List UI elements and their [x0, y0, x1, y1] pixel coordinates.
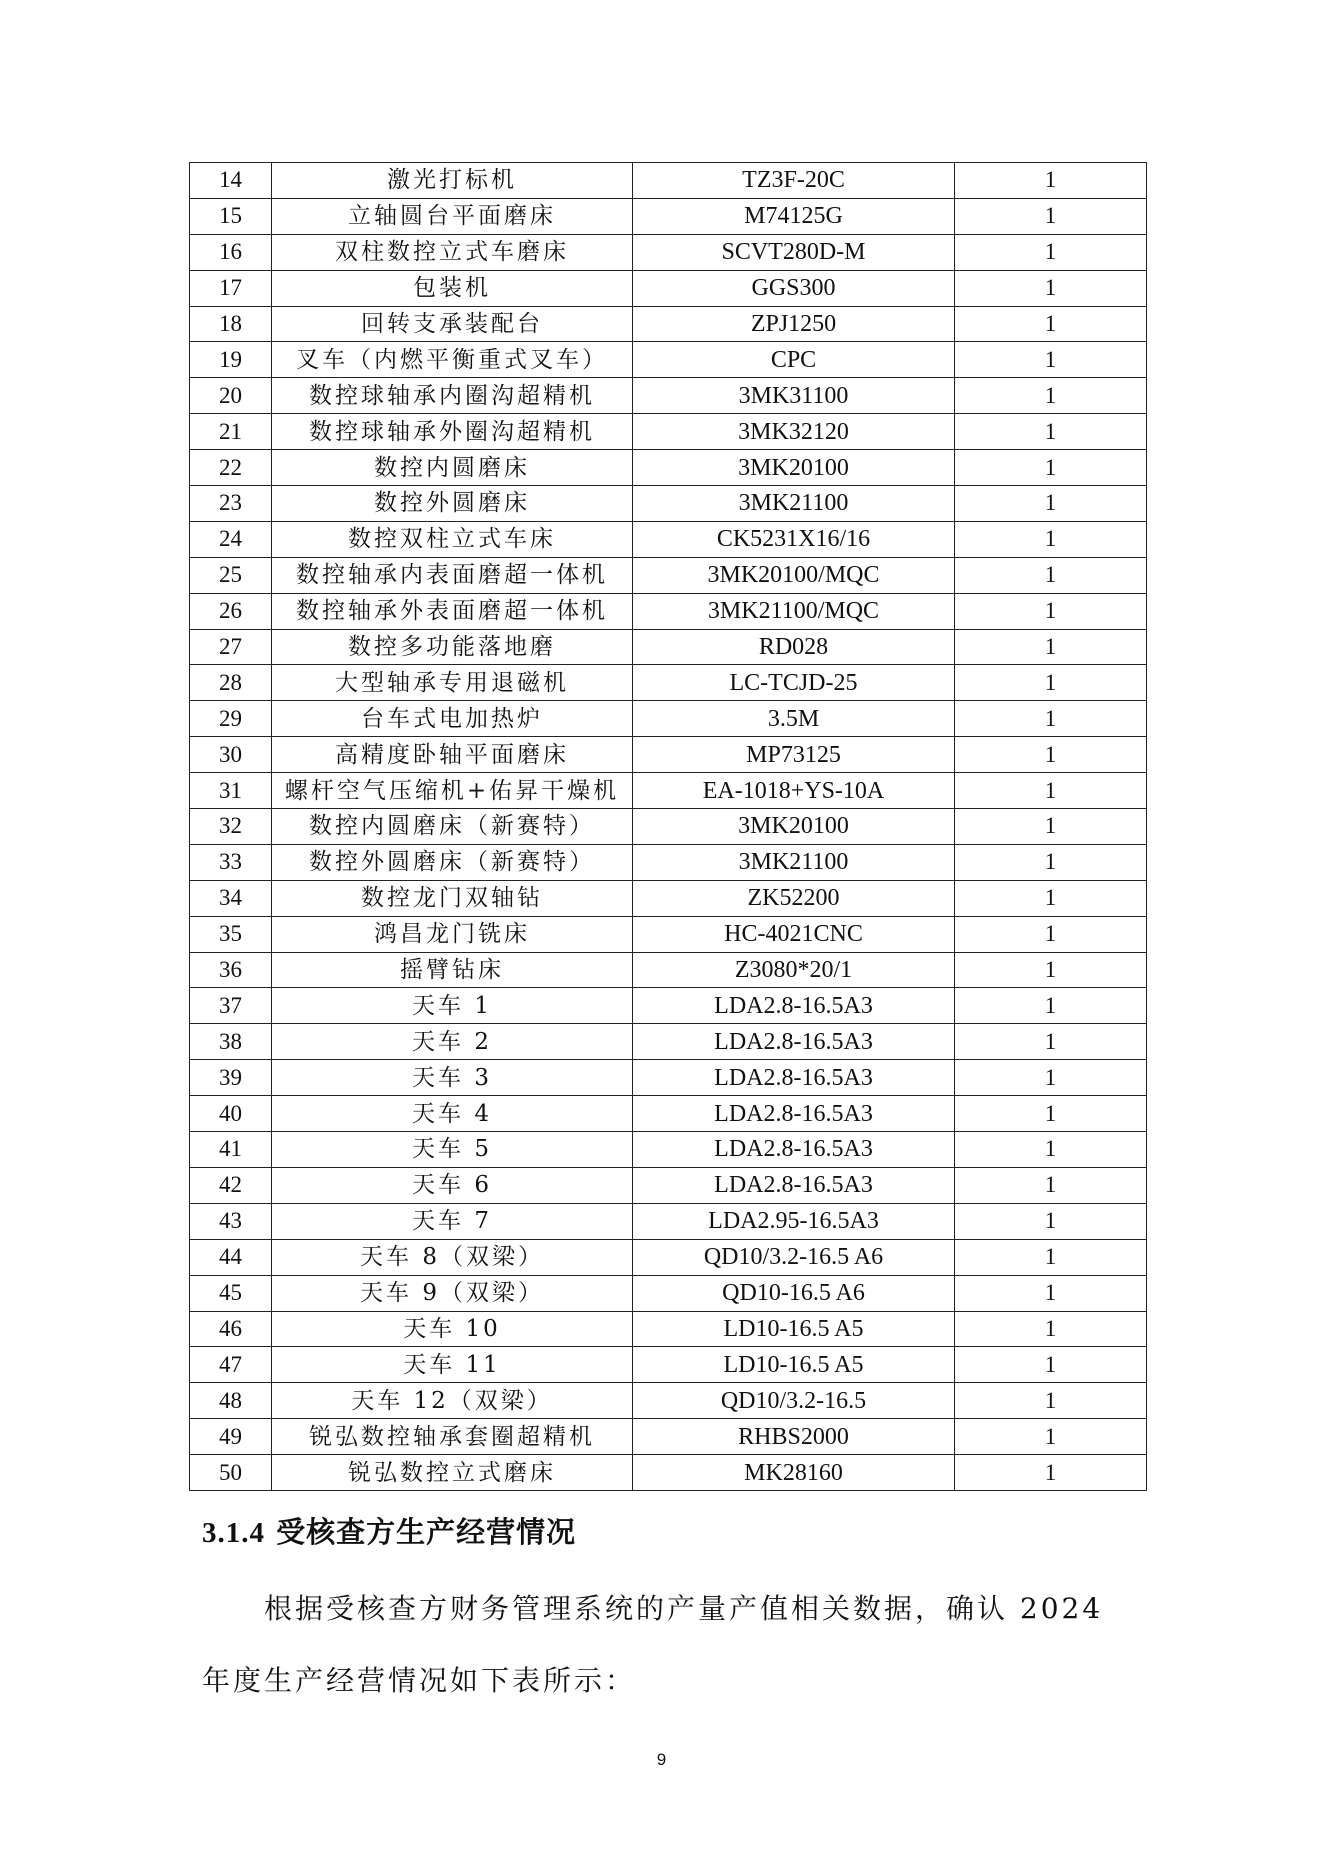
quantity-cell: 1: [955, 665, 1147, 701]
model-cell: GGS300: [633, 270, 955, 306]
quantity-cell: 1: [955, 916, 1147, 952]
equipment-name-cell: 天车 8（双梁）: [272, 1239, 633, 1275]
model-cell: HC-4021CNC: [633, 916, 955, 952]
row-number-cell: 20: [190, 378, 272, 414]
quantity-cell: 1: [955, 1275, 1147, 1311]
row-number-cell: 50: [190, 1455, 272, 1491]
table-row: [190, 952, 1147, 988]
quantity-cell: 1: [955, 486, 1147, 522]
model-cell: SCVT280D-M: [633, 234, 955, 270]
row-number-cell: 16: [190, 234, 272, 270]
table-row: [190, 1203, 1147, 1239]
table-row: [190, 1311, 1147, 1347]
equipment-name-cell: 激光打标机: [272, 163, 633, 199]
model-cell: CK5231X16/16: [633, 521, 955, 557]
model-cell: MP73125: [633, 737, 955, 773]
equipment-name-cell: 数控外圆磨床（新赛特）: [272, 844, 633, 880]
body-paragraph: 根据受核查方财务管理系统的产量产值相关数据，确认 2024 年度生产经营情况如下表所示：: [202, 1592, 1104, 1697]
equipment-name-cell: 天车 6: [272, 1167, 633, 1203]
table-row: [190, 163, 1147, 199]
quantity-cell: 1: [955, 1239, 1147, 1275]
model-cell: 3MK31100: [633, 378, 955, 414]
model-cell: RHBS2000: [633, 1419, 955, 1455]
row-number-cell: 36: [190, 952, 272, 988]
table-row: [190, 1132, 1147, 1168]
model-cell: Z3080*20/1: [633, 952, 955, 988]
row-number-cell: 38: [190, 1024, 272, 1060]
model-cell: 3MK21100/MQC: [633, 593, 955, 629]
quantity-cell: 1: [955, 988, 1147, 1024]
quantity-cell: 1: [955, 414, 1147, 450]
row-number-cell: 21: [190, 414, 272, 450]
model-cell: TZ3F-20C: [633, 163, 955, 199]
equipment-name-cell: 叉车（内燃平衡重式叉车）: [272, 342, 633, 378]
equipment-name-cell: 螺杆空气压缩机+佑昇干燥机: [272, 773, 633, 809]
quantity-cell: 1: [955, 737, 1147, 773]
row-number-cell: 37: [190, 988, 272, 1024]
quantity-cell: 1: [955, 952, 1147, 988]
equipment-name-cell: 数控龙门双轴钻: [272, 880, 633, 916]
row-number-cell: 18: [190, 306, 272, 342]
quantity-cell: 1: [955, 593, 1147, 629]
table-row: [190, 1383, 1147, 1419]
table-row: [190, 557, 1147, 593]
quantity-cell: 1: [955, 1132, 1147, 1168]
table-row: [190, 773, 1147, 809]
model-cell: 3MK32120: [633, 414, 955, 450]
table-row: [190, 1419, 1147, 1455]
equipment-name-cell: 天车 12（双梁）: [272, 1383, 633, 1419]
quantity-cell: 1: [955, 844, 1147, 880]
equipment-name-cell: 台车式电加热炉: [272, 701, 633, 737]
quantity-cell: 1: [955, 521, 1147, 557]
table-row: [190, 629, 1147, 665]
equipment-name-cell: 数控双柱立式车床: [272, 521, 633, 557]
table-row: [190, 1455, 1147, 1491]
equipment-table-body: [190, 163, 1147, 1491]
table-row: [190, 737, 1147, 773]
table-row: [190, 198, 1147, 234]
equipment-name-cell: 天车 3: [272, 1060, 633, 1096]
table-row: [190, 665, 1147, 701]
model-cell: LDA2.8-16.5A3: [633, 988, 955, 1024]
equipment-name-cell: 大型轴承专用退磁机: [272, 665, 633, 701]
quantity-cell: 1: [955, 1024, 1147, 1060]
table-row: [190, 1060, 1147, 1096]
model-cell: LDA2.8-16.5A3: [633, 1060, 955, 1096]
table-row: [190, 1275, 1147, 1311]
row-number-cell: 40: [190, 1096, 272, 1132]
quantity-cell: 1: [955, 342, 1147, 378]
quantity-cell: 1: [955, 880, 1147, 916]
section-title: 受核查方生产经营情况: [276, 1515, 577, 1549]
model-cell: ZPJ1250: [633, 306, 955, 342]
quantity-cell: 1: [955, 1383, 1147, 1419]
model-cell: EA-1018+YS-10A: [633, 773, 955, 809]
quantity-cell: 1: [955, 234, 1147, 270]
equipment-table: [189, 162, 1147, 1491]
table-row: [190, 1167, 1147, 1203]
row-number-cell: 41: [190, 1132, 272, 1168]
row-number-cell: 22: [190, 450, 272, 486]
row-number-cell: 49: [190, 1419, 272, 1455]
table-row: [190, 486, 1147, 522]
table-row: [190, 701, 1147, 737]
equipment-name-cell: 锐弘数控轴承套圈超精机: [272, 1419, 633, 1455]
model-cell: LDA2.95-16.5A3: [633, 1203, 955, 1239]
model-cell: M74125G: [633, 198, 955, 234]
row-number-cell: 31: [190, 773, 272, 809]
row-number-cell: 32: [190, 809, 272, 845]
quantity-cell: 1: [955, 1311, 1147, 1347]
row-number-cell: 15: [190, 198, 272, 234]
quantity-cell: 1: [955, 557, 1147, 593]
model-cell: CPC: [633, 342, 955, 378]
table-row: [190, 521, 1147, 557]
row-number-cell: 33: [190, 844, 272, 880]
model-cell: LDA2.8-16.5A3: [633, 1024, 955, 1060]
table-row: [190, 844, 1147, 880]
row-number-cell: 46: [190, 1311, 272, 1347]
model-cell: LDA2.8-16.5A3: [633, 1096, 955, 1132]
table-row: [190, 1239, 1147, 1275]
model-cell: 3MK20100: [633, 450, 955, 486]
table-row: [190, 234, 1147, 270]
model-cell: 3MK20100/MQC: [633, 557, 955, 593]
equipment-name-cell: 鸿昌龙门铣床: [272, 916, 633, 952]
table-row: [190, 988, 1147, 1024]
row-number-cell: 39: [190, 1060, 272, 1096]
row-number-cell: 30: [190, 737, 272, 773]
equipment-name-cell: 天车 9（双梁）: [272, 1275, 633, 1311]
equipment-name-cell: 数控轴承外表面磨超一体机: [272, 593, 633, 629]
quantity-cell: 1: [955, 163, 1147, 199]
model-cell: 3MK20100: [633, 809, 955, 845]
table-row: [190, 306, 1147, 342]
equipment-name-cell: 天车 2: [272, 1024, 633, 1060]
model-cell: QD10/3.2-16.5: [633, 1383, 955, 1419]
model-cell: 3MK21100: [633, 486, 955, 522]
model-cell: LC-TCJD-25: [633, 665, 955, 701]
equipment-name-cell: 锐弘数控立式磨床: [272, 1455, 633, 1491]
row-number-cell: 25: [190, 557, 272, 593]
quantity-cell: 1: [955, 1096, 1147, 1132]
row-number-cell: 29: [190, 701, 272, 737]
quantity-cell: 1: [955, 1060, 1147, 1096]
equipment-name-cell: 数控外圆磨床: [272, 486, 633, 522]
row-number-cell: 24: [190, 521, 272, 557]
quantity-cell: 1: [955, 701, 1147, 737]
model-cell: LDA2.8-16.5A3: [633, 1167, 955, 1203]
equipment-name-cell: 数控多功能落地磨: [272, 629, 633, 665]
row-number-cell: 26: [190, 593, 272, 629]
equipment-name-cell: 数控内圆磨床: [272, 450, 633, 486]
row-number-cell: 27: [190, 629, 272, 665]
row-number-cell: 45: [190, 1275, 272, 1311]
equipment-name-cell: 数控球轴承内圈沟超精机: [272, 378, 633, 414]
table-row: [190, 1096, 1147, 1132]
model-cell: LD10-16.5 A5: [633, 1347, 955, 1383]
section-number: 3.1.4: [202, 1517, 265, 1549]
quantity-cell: 1: [955, 1203, 1147, 1239]
quantity-cell: 1: [955, 1419, 1147, 1455]
equipment-name-cell: 双柱数控立式车磨床: [272, 234, 633, 270]
row-number-cell: 19: [190, 342, 272, 378]
equipment-name-cell: 天车 1: [272, 988, 633, 1024]
table-row: [190, 378, 1147, 414]
row-number-cell: 48: [190, 1383, 272, 1419]
row-number-cell: 35: [190, 916, 272, 952]
equipment-name-cell: 立轴圆台平面磨床: [272, 198, 633, 234]
quantity-cell: 1: [955, 1347, 1147, 1383]
row-number-cell: 42: [190, 1167, 272, 1203]
model-cell: QD10-16.5 A6: [633, 1275, 955, 1311]
quantity-cell: 1: [955, 1455, 1147, 1491]
quantity-cell: 1: [955, 198, 1147, 234]
quantity-cell: 1: [955, 450, 1147, 486]
quantity-cell: 1: [955, 378, 1147, 414]
model-cell: 3.5M: [633, 701, 955, 737]
model-cell: QD10/3.2-16.5 A6: [633, 1239, 955, 1275]
model-cell: LDA2.8-16.5A3: [633, 1132, 955, 1168]
row-number-cell: 43: [190, 1203, 272, 1239]
equipment-name-cell: 回转支承装配台: [272, 306, 633, 342]
table-row: [190, 809, 1147, 845]
row-number-cell: 47: [190, 1347, 272, 1383]
section-heading: [202, 1510, 576, 1551]
table-row: [190, 1347, 1147, 1383]
table-row: [190, 414, 1147, 450]
row-number-cell: 34: [190, 880, 272, 916]
model-cell: ZK52200: [633, 880, 955, 916]
row-number-cell: 23: [190, 486, 272, 522]
table-row: [190, 1024, 1147, 1060]
row-number-cell: 28: [190, 665, 272, 701]
equipment-name-cell: 天车 10: [272, 1311, 633, 1347]
table-row: [190, 593, 1147, 629]
table-row: [190, 880, 1147, 916]
equipment-name-cell: 天车 11: [272, 1347, 633, 1383]
equipment-name-cell: 包装机: [272, 270, 633, 306]
table-row: [190, 450, 1147, 486]
quantity-cell: 1: [955, 629, 1147, 665]
table-row: [190, 916, 1147, 952]
equipment-name-cell: 天车 4: [272, 1096, 633, 1132]
equipment-name-cell: 天车 7: [272, 1203, 633, 1239]
model-cell: MK28160: [633, 1455, 955, 1491]
equipment-name-cell: 高精度卧轴平面磨床: [272, 737, 633, 773]
row-number-cell: 14: [190, 163, 272, 199]
row-number-cell: 44: [190, 1239, 272, 1275]
page-number: 9: [656, 1750, 667, 1769]
table-row: [190, 270, 1147, 306]
equipment-name-cell: 数控球轴承外圈沟超精机: [272, 414, 633, 450]
model-cell: 3MK21100: [633, 844, 955, 880]
quantity-cell: 1: [955, 809, 1147, 845]
quantity-cell: 1: [955, 773, 1147, 809]
equipment-name-cell: 数控内圆磨床（新赛特）: [272, 809, 633, 845]
quantity-cell: 1: [955, 306, 1147, 342]
row-number-cell: 17: [190, 270, 272, 306]
quantity-cell: 1: [955, 1167, 1147, 1203]
model-cell: RD028: [633, 629, 955, 665]
equipment-name-cell: 数控轴承内表面磨超一体机: [272, 557, 633, 593]
model-cell: LD10-16.5 A5: [633, 1311, 955, 1347]
equipment-name-cell: 摇臂钻床: [272, 952, 633, 988]
quantity-cell: 1: [955, 270, 1147, 306]
equipment-name-cell: 天车 5: [272, 1132, 633, 1168]
table-row: [190, 342, 1147, 378]
